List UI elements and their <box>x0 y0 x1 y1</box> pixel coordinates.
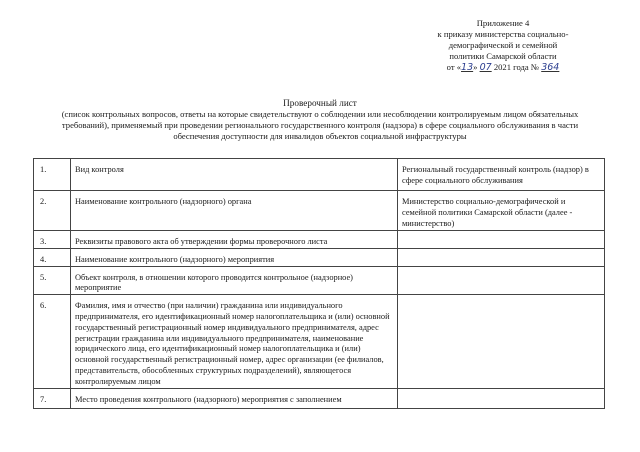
row-value <box>398 388 605 408</box>
date-mid: » <box>473 62 478 72</box>
row-label: Наименование контрольного (надзорного) мероприятия <box>71 248 398 266</box>
date-day-handwritten: 13 <box>461 62 474 73</box>
date-prefix: от « <box>446 62 462 72</box>
table-row <box>34 266 605 295</box>
appendix-title: Приложение 4 <box>476 18 530 28</box>
row-label: Вид контроля <box>71 159 398 191</box>
row-label: Фамилия, имя и отчество (при наличии) гражданина или индивидуального предпринимателя, его идентификационный номер налогоплательщика и (или) основной государственный регистрационный номер индивидуального предпринимателя, адрес регистрации гражданина или индивидуального предпринимателя, наименование юридического лица, его идентификационный номер налогоплательщика и (или) основной государственный регистрационный номер, адрес организации (ее филиалов, представительств, обособленных структурных подразделений), являющегося контролируемым лицом <box>71 295 398 388</box>
row-value <box>398 295 605 388</box>
appendix-ministry-line: демографической и семейной <box>448 40 558 50</box>
appendix-header <box>408 18 598 73</box>
date-month-handwritten: 07 <box>479 62 492 73</box>
appendix-order-line: к приказу министерства социально- <box>437 29 569 39</box>
appendix-date-line <box>408 62 598 73</box>
row-value <box>398 266 605 295</box>
row-value: Региональный государственный контроль (надзор) в сфере социального обслуживания <box>398 159 605 191</box>
appendix-region-line: политики Самарской области <box>449 51 557 61</box>
row-number: 3. <box>34 231 71 249</box>
row-number: 6. <box>34 295 71 388</box>
order-number-handwritten: 364 <box>541 62 560 73</box>
document-subtitle: (список контрольных вопросов, ответы на которые свидетельствуют о соблюдении или несоблюдении контролируемым лицом обязательных требований), применяемый при проведении регионального государственного контроля (надзора) в сфере социального обслуживания в части обеспечения доступности для инвалидов объектов социальной инфраструктуры <box>61 109 579 141</box>
row-label: Наименование контрольного (надзорного) органа <box>71 191 398 231</box>
row-label: Место проведения контрольного (надзорного) мероприятия с заполнением <box>71 388 398 408</box>
row-number: 7. <box>34 388 71 408</box>
row-number: 5. <box>34 266 71 295</box>
table-row <box>34 388 605 408</box>
table-row <box>34 231 605 249</box>
row-number: 4. <box>34 248 71 266</box>
table-row <box>34 191 605 231</box>
row-number: 1. <box>34 159 71 191</box>
row-value <box>398 248 605 266</box>
date-suffix: 2021 года № <box>491 62 540 72</box>
checklist-table <box>33 158 605 409</box>
document-title: Проверочный лист <box>283 98 357 108</box>
document-title-block <box>40 98 600 142</box>
table-row <box>34 295 605 388</box>
row-label: Реквизиты правового акта об утверждении формы проверочного листа <box>71 231 398 249</box>
row-label: Объект контроля, в отношении которого проводится контрольное (надзорное) мероприятие <box>71 266 398 295</box>
table-row <box>34 159 605 191</box>
row-value <box>398 231 605 249</box>
row-value: Министерство социально-демографической и семейной политики Самарской области (далее - министерство) <box>398 191 605 231</box>
row-number: 2. <box>34 191 71 231</box>
table-row <box>34 248 605 266</box>
